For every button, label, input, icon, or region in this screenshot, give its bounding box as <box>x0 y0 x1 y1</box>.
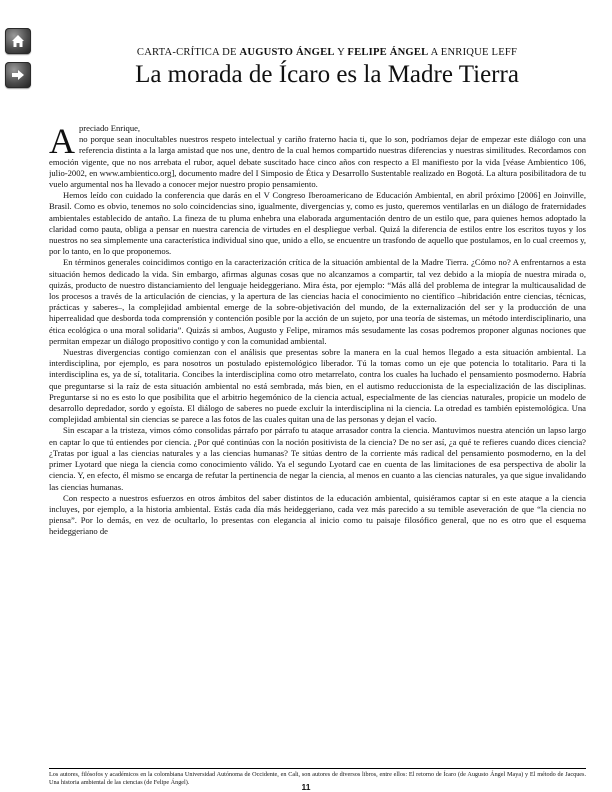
author-footnote: Los autores, filósofos y académicos en la colombiana Universidad Autónoma de Occidente, en Cali, son autores de diversos libros, entre ellos: El retorno de Ícaro (de Augusto Ángel Maya) y El método de Jacques. Una historia ambiental de las ciencias (de Felipe Ángel). <box>49 771 586 786</box>
home-button[interactable] <box>5 28 31 54</box>
greeting-paragraph <box>49 123 586 190</box>
page-number: 11 <box>301 782 311 792</box>
drop-cap: A <box>49 123 75 161</box>
forward-icon <box>10 67 26 83</box>
footnote-divider <box>49 768 586 769</box>
kicker-conjunction: Y <box>337 47 345 58</box>
paragraph-6: Con respecto a nuestros esfuerzos en otros ámbitos del saber distintos de la educación ambiental, quisiéramos captar si en este ataque a la ciencia incluyes, por ejemplo, a la historia ambiental. Estás cada día más heideggeriano, cada vez más parecido a su temible aseveración de que “la ciencia no piensa”. Por lo demás, en vez de ocultarlo, lo presentas con elegancia al inicio como tu paisaje filosófico general, que no es otro que el esquema heideggeriano de <box>49 492 586 537</box>
kicker-prefix: CARTA-CRÍTICA DE <box>136 47 237 58</box>
next-page-button[interactable] <box>5 62 31 88</box>
paragraph-3: En términos generales coincidimos contigo en la caracterización crítica de la situación ambiental de la Madre Tierra. ¿Cómo no? A enfrentarnos a esta situación hemos dedicado la vida. Sin embargo, afirmas algunas cosas que no alcanzamos a compartir, tal vez debido a la miopía de nuestra mirada o, quizás, producto de nuestro distanciamiento del lenguaje heideggeriano. Mira ésta, por ejemplo: “Más allá del problema de integrar la multicausalidad de los procesos a través de la articulación de ciencias, y la apertura de las ciencias hacia el conocimiento no científico –hibridación entre ciencias, técnicas, prácticas y saberes–, la complejidad ambiental emerge de la sobre-objetivación del mundo, de la externalización del ser y la producción de una hiperrealidad que desborda toda comprensión y contención posible por la acción de un sujeto, por una teoría de sistemas, un método interdisciplinario, una ética ecológica o una moral solidaria”. Quizás si ambos, Augusto y Felipe, miramos más sesudamente las cosas podremos proponer algunas nociones que permitan empezar un diálogo propositivo contigo y con la comunidad ambiental. <box>49 257 586 346</box>
home-icon <box>10 33 26 49</box>
author-felipe: FELIPE ÁNGEL <box>347 47 429 58</box>
article-kicker <box>60 47 594 58</box>
greeting: preciado Enrique, <box>79 123 141 133</box>
letter-body <box>49 123 586 765</box>
paragraph-4: Nuestras divergencias contigo comienzan con el análisis que presentas sobre la manera en la cual hemos llegado a esta situación ambiental. La interdisciplina, por ejemplo, es para nosotros un postulado epistemológico liberador. Tú la tomas como un eje que potencia lo totalitario. Para ti la interdisciplina es, ya de sí, totalitaria. Concibes la interdisciplina como otro metarrelato, contra los cuales ha luchado el pensamiento posmoderno. Habría que preguntarse si la raíz de esta situación ambiental no está sembrada, más bien, en el autismo reduccionista de la especialización de las disciplinas. Preguntarse si no es esto lo que posibilita que el arbitrio hegemónico de la ciencia actual, especialmente de las ciencias naturales, propicie un modelo de desarrollo depredador, sordo y egoísta. El diálogo de saberes no puede excluir la interdisciplina ni la ciencia. La otredad es también epistemológica. Una complejidad ambiental sin ciencias se parece a las fotos de las cuales quitan una de las personas y dejan el vacío. <box>49 347 586 425</box>
article-title: La morada de Ícaro es la Madre Tierra <box>135 61 519 88</box>
paragraph-1: no porque sean inocultables nuestros respeto intelectual y cariño fraterno hacia ti, que lo son, podríamos dejar de empezar este diálogo con una referencia distinta a la larga amistad que nos une, dentro de la cual hemos compartido nuestras diferencias y nuestras similitudes. Recordamos con emoción vigente, que no nos arrebata el rubor, aquel debate suscitado hace cinco años con respecto a El manifiesto por la vida [véase Ambientico 106, julio-2002, en www.ambientico.org], documento madre del I Simposio de Ética y Desarrollo Sustentable realizado en Bogotá. La altura posibilitadora de tu vuelo argumental nos ha llevado a conocer mejor nuestro propio pensamiento. <box>49 134 586 190</box>
kicker-suffix: A ENRIQUE LEFF <box>430 47 518 58</box>
paragraph-5: Sin escapar a la tristeza, vimos cómo consolidas párrafo por párrafo tu ataque arrasador contra la ciencia. Mantuvimos nuestra atención un lapso largo en captar lo que tú entiendes por ciencia. ¿Por qué continúas con la noción positivista de la ciencia? De no ser así, ¿a qué te refieres cuando dices ciencia? ¿Tratas por igual a las ciencias naturales y a las ciencias humanas? Te sitúas dentro de la corriente más radical del pensamiento posmoderno, en la del primer Lyotard que niega la ciencia como conocimiento válido. Ya el segundo Lyotard cae en cuenta de las limitaciones de esa perspectiva de abolir la ciencia. Y, en efecto, él mismo se encarga de refutar la pertinencia de negar la ciencia, al menos en cuanto a las ciencias naturales, ya que sigue invalidando las ciencias humanas. <box>49 425 586 492</box>
paragraph-2: Hemos leído con cuidado la conferencia que darás en el V Congreso Iberoamericano de Educación Ambiental, en abril próximo [2006] en Joinville, Brasil. Como es obvio, tenemos no solo coincidencias sino, igualmente, divergencias y, como es justo, queremos ventilarlas en un diálogo de fraternidades ambientales establecido de antaño. La fineza de tu pluma enhebra una elaborada argumentación dentro de un estilo que, para quienes hemos adoptado la claridad como pauta, obliga a pensar en nuestra carencia de virtudes en el despliegue verbal. Quizá la diferencia de estilos entre los escritos tuyos y los nuestros no sea simplemente una característica individual sino que, unido a ello, se encuentre un trasfondo de aquello que postulamos, en lo cual creemos y, por lo tanto, en lo que proponemos. <box>49 190 586 257</box>
author-augusto: AUGUSTO ÁNGEL <box>239 47 335 58</box>
